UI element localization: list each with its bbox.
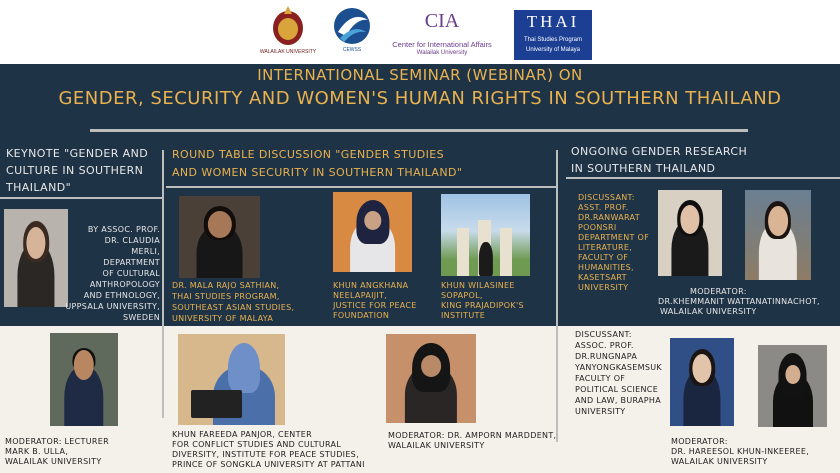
moderator-hareesol-line: DR. HAREESOL KHUN-INKEEREE,: [671, 447, 810, 456]
panelist-fareeda-line: DIVERSITY, INSTITUTE FOR PEACE STUDIES,: [172, 450, 359, 459]
panelist-fareeda-line: FOR CONFLICT STUDIES AND CULTURAL: [172, 440, 342, 449]
discussant-rungnapa-line: YANYONGKASEMSUK: [575, 363, 662, 372]
roundtable-moderator-line: MODERATOR: DR. AMPORN MARDDENT,: [388, 431, 557, 440]
moderator-khemmanit-line: MODERATOR:: [690, 287, 747, 296]
panelist-wilasinee-line: INSTITUTE: [441, 311, 486, 320]
discussant-ranwarat-line: POONSRI: [578, 223, 617, 232]
discussant-rungnapa-line: DISCUSSANT:: [575, 330, 632, 339]
discussant-ranwarat-line: FACULTY OF: [578, 253, 629, 262]
roundtable-heading-1: ROUND TABLE DISCUSSION "GENDER STUDIES: [172, 148, 445, 161]
discussant-ranwarat-line: DISCUSSANT:: [578, 193, 635, 202]
discussant-rungnapa-photo: [670, 338, 734, 426]
discussant-ranwarat-photo: [658, 190, 722, 276]
roundtable-heading-underline: [166, 186, 556, 188]
keynote-moderator-line: MARK B. ULLA,: [5, 447, 69, 456]
cia-name: Center for International Affairs: [392, 40, 492, 49]
discussant-rungnapa-line: UNIVERSITY: [575, 407, 626, 416]
discussant-ranwarat-line: LITERATURE,: [578, 243, 633, 252]
discussant-rungnapa-line: ASSOC. PROF.: [575, 341, 634, 350]
thai-studies-logo: [514, 10, 592, 60]
keynote-speaker-line: OF CULTURAL: [102, 269, 160, 278]
panelist-mala-line: SOUTHEAST ASIAN STUDIES,: [172, 303, 295, 312]
panelist-mala-line: THAI STUDIES PROGRAM,: [172, 292, 280, 301]
moderator-hareesol-photo: [758, 345, 827, 427]
keynote-speaker-line: AND ETHNOLOGY,: [83, 291, 160, 300]
discussant-ranwarat-line: UNIVERSITY: [578, 283, 629, 292]
keynote-heading-underline: [0, 197, 162, 199]
cewss-logo: [330, 6, 374, 62]
discussant-ranwarat-line: DR.RANWARAT: [578, 213, 640, 222]
panelist-wilasinee-line: KHUN WILASINEE: [441, 281, 515, 290]
keynote-speaker-line: MERLI,: [131, 247, 160, 256]
cia-logo: [384, 4, 500, 62]
keynote-speaker-line: DR. CLAUDIA: [104, 236, 160, 245]
keynote-moderator-line: MODERATOR: LECTURER: [5, 437, 109, 446]
keynote-speaker-line: UPPSALA UNIVERSITY,: [65, 302, 160, 311]
keynote-heading-2: CULTURE IN SOUTHERN: [6, 164, 144, 177]
moderator-khemmanit-line: WALAILAK UNIVERSITY: [660, 307, 757, 316]
discussant-ranwarat-line: KASETSART: [578, 273, 627, 282]
discussant-ranwarat-line: DEPARTMENT OF: [578, 233, 650, 242]
logo-header: [0, 0, 840, 64]
keynote-speaker-line: BY ASSOC. PROF.: [87, 225, 160, 234]
panelist-wilasinee-photo: [441, 194, 530, 276]
ongoing-heading-2: IN SOUTHERN THAILAND: [571, 162, 716, 175]
roundtable-heading-2: AND WOMEN SECURITY IN SOUTHERN THAILAND": [172, 166, 463, 179]
keynote-heading-1: KEYNOTE "GENDER AND: [6, 147, 149, 160]
seminar-title: GENDER, SECURITY AND WOMEN'S HUMAN RIGHTS IN SOUTHERN THAILAND: [58, 88, 782, 109]
cewss-swirl-icon: [330, 6, 374, 46]
keynote-speaker-photo: [4, 209, 68, 307]
keynote-moderator-line: WALAILAK UNIVERSITY: [5, 457, 102, 466]
panelist-fareeda-line: KHUN FAREEDA PANJOR, CENTER: [172, 430, 312, 439]
cia-sub: Walailak University: [416, 50, 468, 56]
thai-sub1: Thai Studies Program: [523, 37, 583, 43]
panelist-wilasinee-line: SOPAPOL,: [441, 291, 483, 300]
panelist-angkhana-line: NEELAPAIJIT,: [333, 291, 388, 300]
moderator-khemmanit-photo: [745, 190, 811, 280]
walailak-emblem-icon: [262, 4, 314, 48]
discussant-rungnapa-line: POLITICAL SCIENCE: [575, 385, 659, 394]
keynote-speaker-line: DEPARTMENT: [103, 258, 160, 267]
moderator-hareesol-line: WALAILAK UNIVERSITY: [671, 457, 768, 466]
cewss-wordmark: CEWSS: [342, 47, 362, 53]
seminar-subtitle: INTERNATIONAL SEMINAR (WEBINAR) ON: [257, 66, 583, 84]
panelist-mala-photo: [179, 196, 260, 278]
laptop-icon: [191, 390, 242, 417]
ongoing-heading-underline: [566, 177, 840, 179]
moderator-khemmanit-line: DR.KHEMMANIT WATTANATINNACHOT,: [658, 297, 820, 306]
cia-mark: CIA: [424, 10, 460, 32]
roundtable-moderator-photo: [386, 334, 476, 423]
panelist-fareeda-line: PRINCE OF SONGKLA UNIVERSITY AT PATTANI: [172, 460, 365, 469]
panelist-mala-line: UNIVERSITY OF MALAYA: [172, 314, 274, 323]
ongoing-heading-1: ONGOING GENDER RESEARCH: [571, 145, 748, 158]
keynote-heading-3: THAILAND": [6, 181, 72, 194]
keynote-speaker-line: ANTHROPOLOGY: [89, 280, 160, 289]
discussant-ranwarat-line: ASST. PROF.: [578, 203, 629, 212]
keynote-divider: [162, 150, 164, 418]
roundtable-moderator-line: WALAILAK UNIVERSITY: [388, 441, 485, 450]
panelist-angkhana-line: JUSTICE FOR PEACE: [333, 301, 417, 310]
discussant-rungnapa-line: DR.RUNGNAPA: [575, 352, 638, 361]
thai-mark: THAI: [526, 12, 580, 31]
thai-sub2: University of Malaya: [525, 47, 581, 53]
moderator-hareesol-line: MODERATOR:: [671, 437, 728, 446]
panelist-angkhana-line: FOUNDATION: [333, 311, 390, 320]
walailak-logo: [259, 4, 317, 60]
panelist-mala-line: DR. MALA RAJO SATHIAN,: [172, 281, 280, 290]
panelist-angkhana-photo: [333, 192, 412, 272]
discussant-rungnapa-line: FACULTY OF: [575, 374, 626, 383]
panelist-angkhana-line: KHUN ANGKHANA: [333, 281, 409, 290]
keynote-moderator-photo: [50, 333, 118, 426]
title-divider: [90, 129, 748, 132]
panelist-fareeda-photo: [178, 334, 285, 425]
roundtable-divider: [556, 150, 558, 442]
panelist-wilasinee-line: KING PRAJADIPOK'S: [441, 301, 524, 310]
keynote-speaker-line: SWEDEN: [122, 313, 160, 322]
walailak-wordmark: WALAILAK UNIVERSITY: [259, 49, 317, 55]
discussant-rungnapa-line: AND LAW, BURAPHA: [575, 396, 661, 405]
discussant-ranwarat-line: HUMANITIES,: [578, 263, 634, 272]
